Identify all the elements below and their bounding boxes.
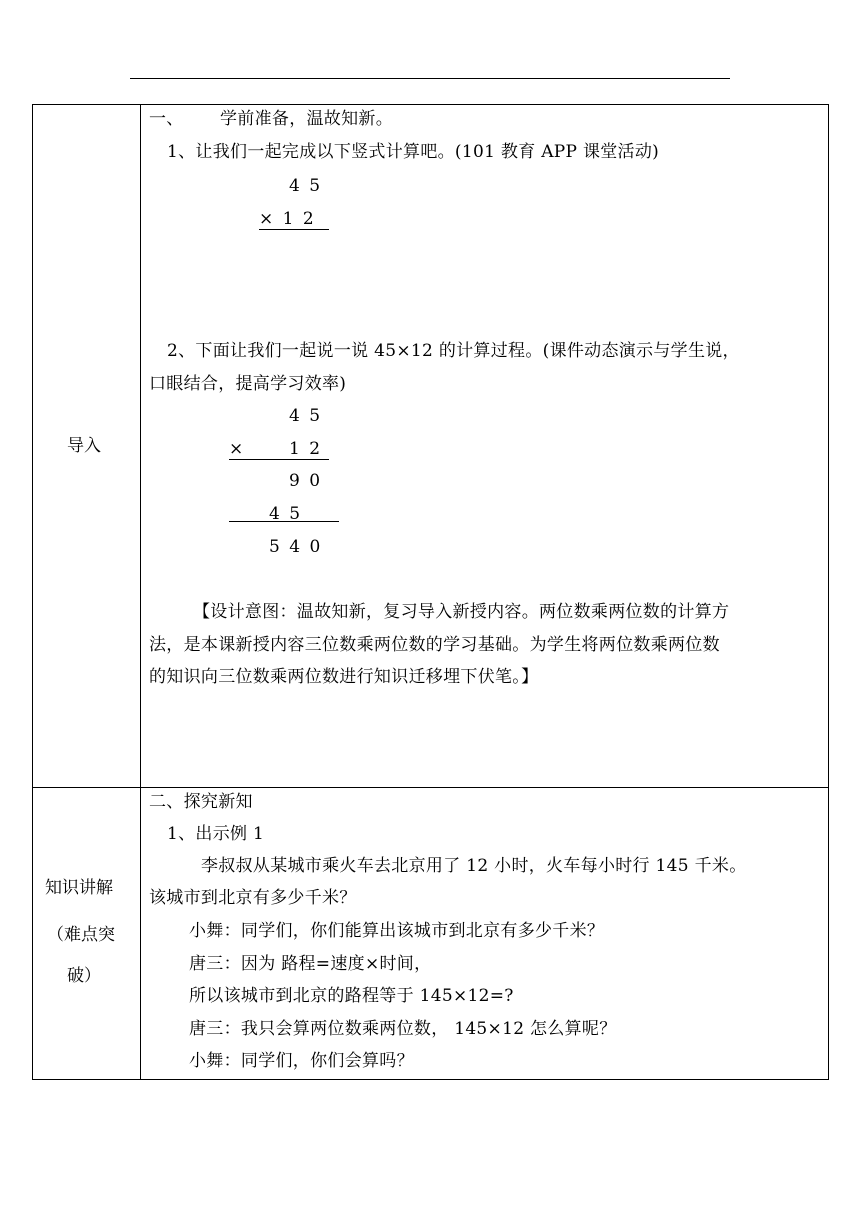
intro-item-1: 1、让我们一起完成以下竖式计算吧。(101 教育 APP 课堂活动) [167, 142, 660, 162]
intro-item-2-line1: 2、下面让我们一起说一说 45×12 的计算过程。(课件动态演示与学生说， [167, 341, 740, 361]
calc2-partial-2: 4 5 [269, 504, 303, 524]
intro-item-2-line2: 口眼结合，提高学习效率) [149, 374, 347, 394]
column-divider [140, 105, 141, 1079]
calc1-multiplier: × 1 2 [259, 209, 316, 229]
calc2-result: 5 4 0 [269, 537, 323, 557]
dialog-line-5: 小舞：同学们，你们会算吗？ [189, 1051, 414, 1071]
design-intent-line3: 的知识向三位数乘两位数进行知识迁移埋下伏笔。】 [149, 667, 539, 687]
design-intent-line2: 法，是本课新授内容三位数乘两位数的学习基础。为学生将两位数乘两位数 [149, 635, 720, 655]
explain-item-1: 1、出示例 1 [167, 824, 265, 844]
problem-line1: 李叔叔从某城市乘火车去北京用了 12 小时，火车每小时行 145 千米。 [201, 856, 747, 876]
header-rule [130, 78, 730, 79]
explain-heading: 二、探究新知 [149, 792, 253, 812]
intro-heading-number: 一、 [149, 109, 184, 129]
problem-line2: 该城市到北京有多少千米？ [149, 888, 357, 908]
section-label-explain-line1: 知识讲解 [45, 878, 113, 898]
calc1-underline [259, 229, 329, 230]
dialog-line-1: 小舞：同学们，你们能算出该城市到北京有多少千米？ [189, 921, 605, 941]
calc2-partial-1: 9 0 [289, 471, 323, 491]
lesson-plan-table [32, 104, 829, 1080]
dialog-line-4: 唐三：我只会算两位数乘两位数， 145×12 怎么算呢？ [189, 1019, 617, 1039]
row-divider [33, 787, 828, 788]
calc2-underline-1 [229, 459, 329, 460]
calc2-times-sign: × [229, 439, 246, 459]
intro-heading-text: 学前准备，温故知新。 [220, 109, 393, 129]
dialog-line-3: 所以该城市到北京的路程等于 145×12=? [189, 986, 514, 1006]
calc2-top: 4 5 [289, 406, 323, 426]
calc2-underline-2 [229, 521, 339, 522]
calc2-multiplier: 1 2 [289, 439, 323, 459]
section-label-explain-line2: （难点突 [47, 925, 115, 945]
section-label-explain-line3: 破） [67, 966, 101, 986]
calc1-top: 4 5 [289, 176, 323, 196]
section-label-intro: 导入 [67, 436, 101, 456]
design-intent-line1: 【设计意图：温故知新，复习导入新授内容。两位数乘两位数的计算方 [193, 602, 730, 622]
dialog-line-2: 唐三：因为 路程=速度×时间， [189, 954, 432, 974]
